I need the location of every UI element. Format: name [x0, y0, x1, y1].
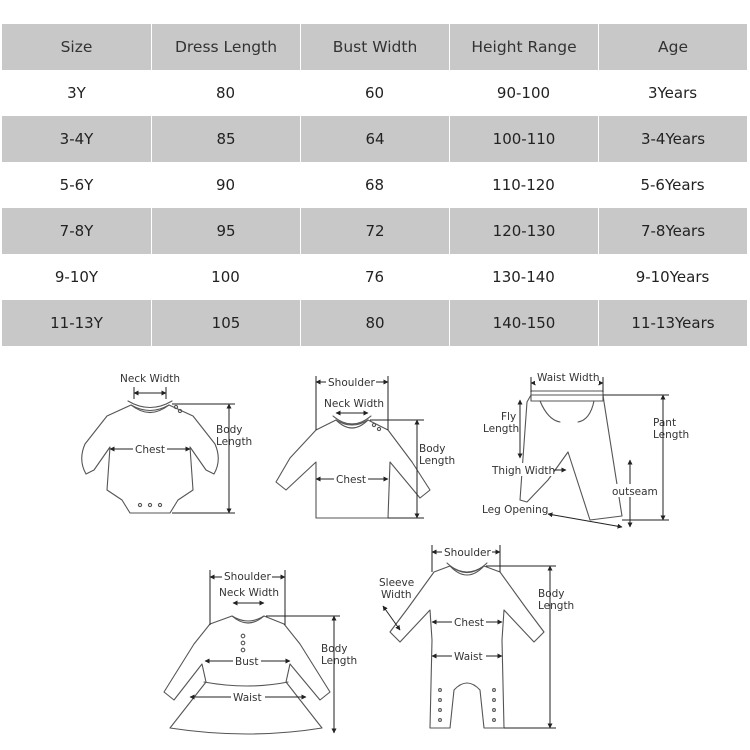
bodysuit-collar — [131, 405, 169, 413]
pants-pant-length-label: Length — [653, 429, 690, 441]
cell-bust-width: 68 — [364, 176, 385, 194]
romper-snap-buttons — [439, 689, 496, 722]
top-length-label: Length — [419, 455, 456, 467]
romper-shoulder-label: Shoulder — [444, 547, 491, 559]
cell-height-range: 100-110 — [449, 116, 598, 162]
cell-bust-width: 64 — [300, 116, 449, 162]
pants-leg-opening-arrow — [548, 514, 622, 527]
cell-height-range: 110-120 — [492, 176, 555, 194]
pants-outline — [520, 395, 622, 520]
top-diagram — [276, 375, 455, 518]
bodysuit-length-label: Length — [216, 436, 253, 448]
romper-sleeve-label: Sleeve — [379, 577, 415, 589]
pants-pocket-left — [540, 401, 560, 422]
cell-bust-width: 80 — [300, 300, 449, 346]
romper-body-label: Body — [538, 588, 565, 600]
dress-diagram — [164, 570, 357, 734]
dress-body-label: Body — [321, 643, 348, 655]
pants-diagram — [482, 371, 689, 527]
pants-pocket-right — [578, 401, 594, 422]
cell-dress-length: 95 — [151, 208, 300, 254]
romper-chest-label: Chest — [454, 617, 485, 629]
cell-dress-length: 105 — [151, 300, 300, 346]
dress-collar — [232, 616, 264, 623]
pants-pant-label: Pant — [653, 417, 677, 429]
bodysuit-chest-label: Chest — [135, 444, 166, 456]
cell-height-range: 120-130 — [449, 208, 598, 254]
pants-waistband — [531, 391, 603, 401]
cell-size: 3Y — [67, 84, 86, 102]
cell-dress-length: 90 — [215, 176, 236, 194]
cell-height-range: 90-100 — [496, 84, 551, 102]
cell-dress-length: 80 — [215, 84, 236, 102]
cell-height-range: 130-140 — [492, 268, 555, 286]
bodysuit-neck-width-label: Neck Width — [120, 373, 181, 385]
cell-bust-width: 76 — [364, 268, 385, 286]
dress-outline — [164, 616, 330, 734]
cell-size: 11-13Y — [2, 300, 151, 346]
romper-length-label: Length — [538, 600, 575, 612]
romper-waist-label: Waist — [454, 651, 483, 663]
cell-age: 3-4Years — [598, 116, 747, 162]
top-shoulder-label: Shoulder — [328, 377, 375, 389]
bodysuit-diagram — [82, 373, 252, 513]
cell-age: 5-6Years — [640, 176, 705, 194]
header-bust-width: Bust Width — [300, 24, 449, 70]
romper-outline — [390, 566, 544, 728]
cell-size: 9-10Y — [54, 268, 99, 286]
header-height-range: Height Range — [449, 24, 598, 70]
bodysuit-body-label: Body — [216, 424, 243, 436]
pants-waist-width-label: Waist Width — [537, 372, 600, 384]
header-size: Size — [2, 24, 151, 70]
dress-buttons — [241, 634, 245, 652]
cell-bust-width: 60 — [364, 84, 385, 102]
dress-bust-label: Bust — [235, 656, 259, 668]
dress-shoulder-label: Shoulder — [224, 571, 271, 583]
header-age: Age — [598, 24, 747, 70]
bodysuit-snap-buttons — [138, 405, 181, 506]
top-body-label: Body — [419, 443, 446, 455]
cell-height-range: 140-150 — [449, 300, 598, 346]
top-outline — [276, 420, 430, 518]
pants-fly-label: Fly — [501, 411, 517, 423]
pants-fly-length-label: Length — [483, 423, 520, 435]
cell-age: 7-8Years — [598, 208, 747, 254]
romper-collar — [450, 566, 484, 575]
header-dress-length: Dress Length — [151, 24, 300, 70]
cell-size: 7-8Y — [2, 208, 151, 254]
pants-leg-opening-label: Leg Opening — [482, 504, 549, 516]
cell-age: 3Years — [647, 84, 698, 102]
top-chest-label: Chest — [336, 474, 367, 486]
romper-sleeve-width-arrow — [383, 606, 400, 630]
romper-diagram — [379, 545, 574, 728]
dress-waist-label: Waist — [233, 692, 262, 704]
cell-dress-length: 100 — [211, 268, 240, 286]
romper-sleeve-width-label: Width — [381, 589, 412, 601]
dress-length-label: Length — [321, 655, 358, 667]
pants-outseam-label: outseam — [612, 486, 658, 498]
cell-size: 5-6Y — [59, 176, 94, 194]
cell-age: 9-10Years — [635, 268, 710, 286]
romper-collar-rib — [447, 563, 487, 573]
cell-bust-width: 72 — [300, 208, 449, 254]
top-neck-width-label: Neck Width — [324, 398, 385, 410]
cell-dress-length: 85 — [151, 116, 300, 162]
dress-waistline — [204, 682, 288, 686]
dress-neck-width-label: Neck Width — [219, 587, 280, 599]
bodysuit-outline — [82, 405, 219, 513]
pants-thigh-width-label: Thigh Width — [492, 465, 556, 477]
cell-size: 3-4Y — [2, 116, 151, 162]
cell-age: 11-13Years — [598, 300, 747, 346]
